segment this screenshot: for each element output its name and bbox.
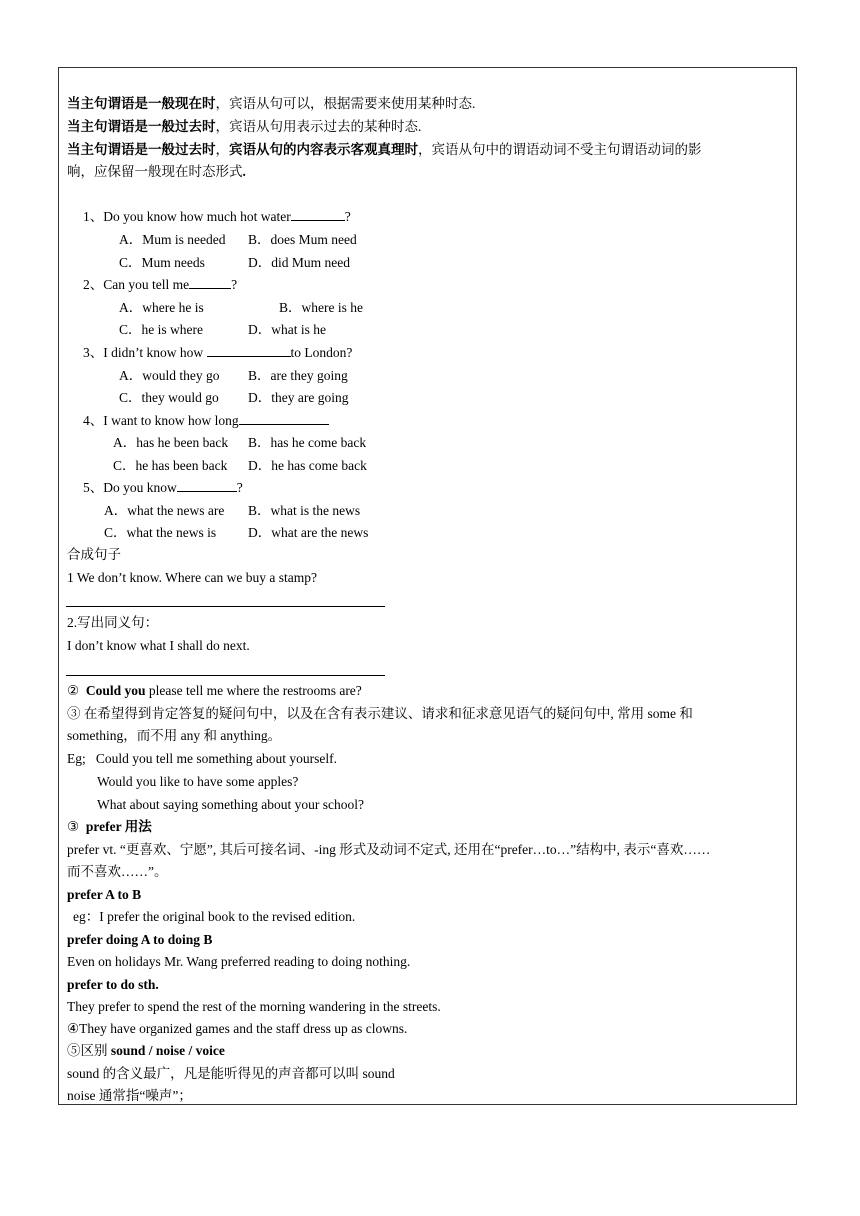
option-d: D．they are going	[248, 390, 349, 405]
note-could-you: ② Could you please tell me where the restrooms are?	[67, 683, 362, 698]
answer-line	[66, 606, 385, 607]
question-1: 1、Do you know how much hot water ?	[83, 209, 351, 224]
option-d: D．what are the news	[248, 525, 369, 540]
note-sound: sound 的含义最广，凡是能听得见的声音都可以叫 sound	[67, 1066, 395, 1081]
rule-past: 当主句谓语是一般过去时，宾语从句用表示过去的某种时态.	[67, 119, 422, 134]
note-some-any: ③ 在希望得到肯定答复的疑问句中，以及在含有表示建议、请求和征求意见语气的疑问句中, 常用 some 和	[67, 706, 693, 721]
prefer-pattern-2: prefer doing A to doing B	[67, 932, 213, 947]
rule-present: 当主句谓语是一般现在时，宾语从句可以，根据需要来使用某种时态.	[67, 96, 476, 111]
rule-truth: 当主句谓语是一般过去时，宾语从句的内容表示客观真理时，宾语从句中的谓语动词不受主句谓语动词的影	[67, 142, 702, 157]
option-d: D．what is he	[248, 322, 326, 337]
option-d: D．he has come back	[248, 458, 367, 473]
question-4: 4、I want to know how long	[83, 412, 329, 430]
note-clowns: ④They have organized games and the staff dress up as clowns.	[67, 1021, 408, 1036]
option-b: B．has he come back	[248, 435, 367, 450]
prefer-description-cont: 而不喜欢……”。	[67, 864, 168, 879]
synonym-heading: 2.写出同义句：	[67, 615, 159, 630]
option-b: B．what is the news	[248, 503, 361, 518]
example-2: Would you like to have some apples?	[97, 774, 299, 789]
option-a: A．what the news are	[104, 503, 225, 518]
prefer-pattern-3: prefer to do sth.	[67, 977, 159, 992]
note-sound-heading: ⑤区别 sound / noise / voice	[67, 1043, 225, 1058]
answer-line	[66, 675, 385, 676]
question-2: 2、Can you tell me ?	[83, 277, 238, 292]
option-c: C．what the news is	[104, 525, 217, 540]
rule-truth-cont: 响，应保留一般现在时态形式.	[67, 164, 246, 179]
option-c: C．they would go	[119, 390, 219, 405]
answer-blank	[177, 479, 237, 492]
prefer-heading: ③ prefer 用法	[67, 819, 152, 834]
answer-blank	[207, 344, 291, 357]
option-a: A．would they go	[119, 368, 220, 383]
example-1: Eg; Could you tell me something about yourself.	[67, 751, 337, 766]
option-d: D．did Mum need	[248, 255, 350, 270]
question-3: 3、I didn’t know how to London?	[83, 345, 353, 360]
option-b: B．are they going	[248, 368, 348, 383]
section-heading-combine: 合成句子	[67, 547, 121, 562]
prefer-example-2: Even on holidays Mr. Wang preferred reading to doing nothing.	[67, 954, 411, 969]
note-noise: noise 通常指“噪声”；	[67, 1088, 192, 1103]
synonym-question: I don’t know what I shall do next.	[67, 638, 250, 653]
answer-blank	[189, 276, 231, 289]
question-5: 5、Do you know ?	[83, 480, 243, 495]
note-some-any-cont: something，而不用 any 和 anything。	[67, 728, 282, 743]
option-c: C．he is where	[119, 322, 203, 337]
option-c: C．he has been back	[113, 458, 228, 473]
combine-question-1: 1 We don’t know. Where can we buy a stamp?	[67, 570, 317, 585]
prefer-example-3: They prefer to spend the rest of the morning wandering in the streets.	[67, 999, 441, 1014]
answer-blank	[239, 412, 329, 425]
option-a: A．Mum is needed	[119, 232, 226, 247]
option-a: A．where he is	[119, 300, 204, 315]
example-3: What about saying something about your school?	[97, 797, 364, 812]
option-b: B．does Mum need	[248, 232, 357, 247]
prefer-example-1: eg：I prefer the original book to the revised edition.	[73, 909, 356, 924]
prefer-description: prefer vt. “更喜欢、宁愿”, 其后可接名词、-ing 形式及动词不定式, 还用在“prefer…to…”结构中, 表示“喜欢……	[67, 842, 711, 857]
option-b: B．where is he	[279, 300, 363, 315]
option-a: A．has he been back	[113, 435, 229, 450]
option-c: C．Mum needs	[119, 255, 205, 270]
answer-blank	[291, 208, 345, 221]
prefer-pattern-1: prefer A to B	[67, 887, 142, 902]
